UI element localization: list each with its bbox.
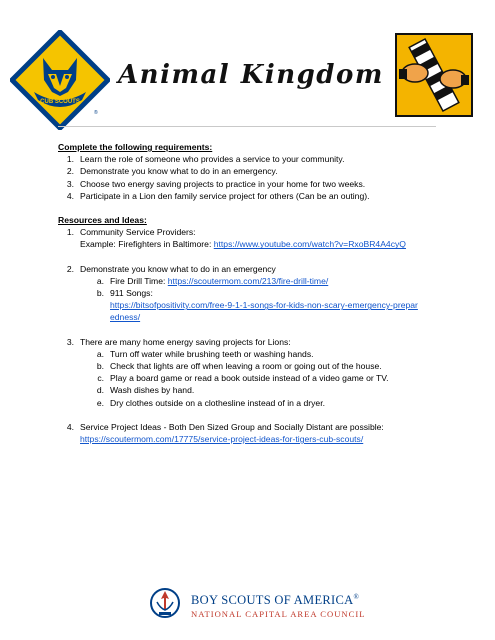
list-letter: b. — [96, 361, 104, 372]
resources-heading: Resources and Ideas: — [58, 215, 147, 226]
list-number: 2. — [66, 263, 74, 274]
service-project-link[interactable]: https://scoutermom.com/17775/service-project-ideas-for-tigers-cub-scouts/ — [80, 434, 364, 445]
org-name: BOY SCOUTS OF AMERICA® — [191, 593, 360, 608]
list-number: 4. — [66, 421, 74, 432]
fire-drill-link[interactable]: https://scoutermom.com/213/fire-drill-time/ — [167, 275, 329, 286]
cub-scouts-logo — [10, 30, 110, 130]
resource-text: Service Project Ideas - Both Den Sized Group and Socially Distant are possible: — [80, 421, 384, 432]
council-name: NATIONAL CAPITAL AREA COUNCIL — [191, 609, 366, 619]
requirement-text: Demonstrate you know what to do in an emergency. — [80, 166, 278, 177]
resource-example — [80, 238, 458, 250]
requirement-item — [58, 178, 458, 190]
list-letter: b. — [96, 288, 104, 299]
list-letter: a. — [96, 348, 104, 359]
header-divider — [58, 126, 436, 127]
sub-item — [58, 348, 458, 360]
list-number: 1. — [66, 227, 74, 238]
requirement-text: Choose two energy saving projects to practice in your home for two weeks. — [80, 178, 366, 189]
example-prefix: Example: Firefighters in Baltimore: — [80, 239, 214, 250]
requirement-item — [58, 190, 458, 202]
requirement-text: Participate in a Lion den family service project for others (Can be an outing). — [80, 190, 370, 201]
list-letter: a. — [96, 275, 104, 286]
sub-item — [58, 384, 458, 396]
requirement-item — [58, 165, 458, 177]
resource-text: Community Service Providers: — [80, 227, 196, 238]
sub-item — [58, 287, 458, 324]
page-title: Animal Kingdom — [118, 60, 384, 90]
requirements-heading: Complete the following requirements: — [58, 142, 213, 152]
list-letter: d. — [96, 385, 104, 396]
sub-text: Play a board game or read a book outside instead of a video game or TV. — [110, 373, 389, 384]
sub-item — [58, 372, 458, 384]
songs-link-line2[interactable]: edness/ — [110, 312, 141, 323]
requirement-text: Learn the role of someone who provides a service to your community. — [80, 154, 345, 165]
sub-prefix: Fire Drill Time: — [110, 275, 168, 286]
list-number: 3. — [66, 178, 74, 189]
sub-text: Dry clothes outside on a clothesline instead of in a dryer. — [110, 397, 325, 408]
sub-text: Turn off water while brushing teeth or washing hands. — [110, 348, 314, 359]
resource-item — [58, 226, 458, 250]
bsa-emblem — [150, 586, 180, 620]
resource-item — [58, 336, 458, 348]
resource-text: There are many home energy saving projects for Lions: — [80, 336, 291, 347]
sub-item — [58, 360, 458, 372]
sub-item — [58, 275, 458, 287]
resource-item — [58, 421, 458, 445]
sub-text: Check that lights are off when leaving a room or going out of the house. — [110, 361, 382, 372]
svg-text:®: ® — [94, 110, 98, 116]
youtube-link[interactable]: https://www.youtube.com/watch?v=RxoBR4A4cyQ — [213, 239, 406, 250]
sub-text: Wash dishes by hand. — [110, 385, 195, 396]
list-number: 1. — [66, 154, 74, 165]
document-body — [58, 141, 458, 445]
list-letter: c. — [97, 373, 104, 384]
songs-link-line1[interactable]: https://bitsofpositivity.com/free-9-1-1-songs-for-kids-non-scary-emergency-prepar — [110, 300, 418, 311]
list-letter: e. — [96, 397, 104, 408]
sub-prefix: 911 Songs: — [110, 288, 153, 299]
lion-rank-emblem — [395, 33, 473, 117]
svg-text:CUB SCOUTS: CUB SCOUTS — [40, 99, 80, 105]
requirements-list — [58, 153, 458, 202]
requirement-item — [58, 153, 458, 165]
sub-item — [58, 397, 458, 409]
list-number: 3. — [66, 336, 74, 347]
list-number: 2. — [66, 166, 74, 177]
list-number: 4. — [66, 190, 74, 201]
resource-text: Demonstrate you know what to do in an emergency — [80, 263, 276, 274]
resource-item — [58, 263, 458, 275]
